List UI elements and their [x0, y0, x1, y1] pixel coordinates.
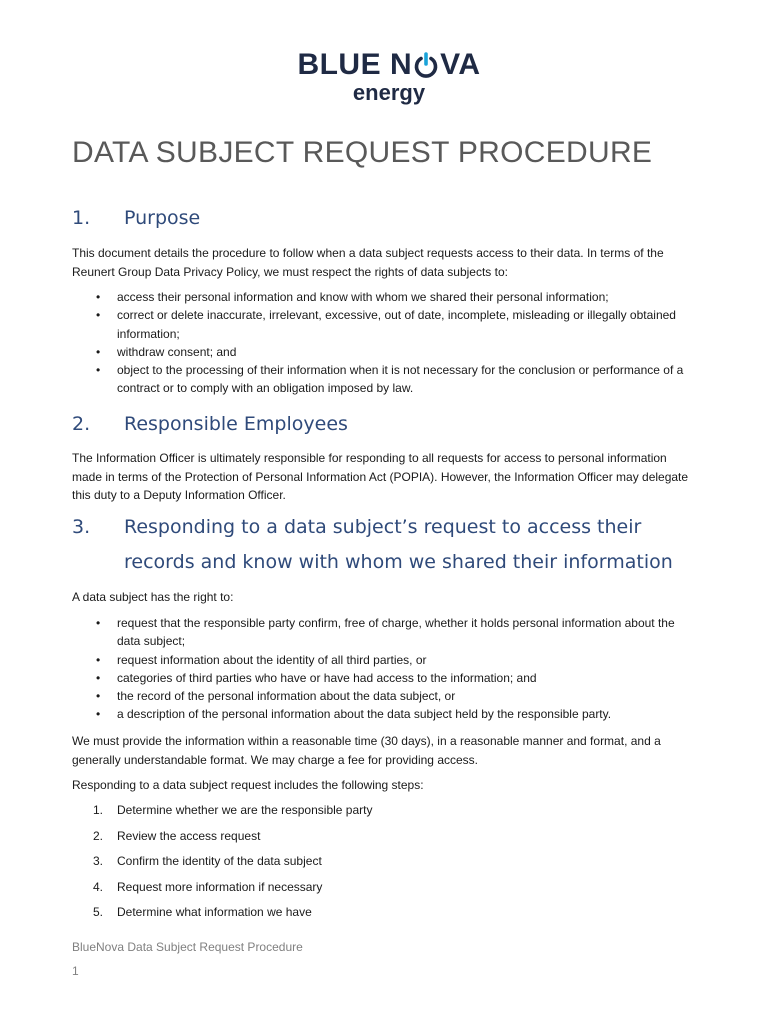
bullet-icon: • [96, 308, 101, 323]
rights-bullet-list [96, 288, 696, 398]
list-item [93, 852, 696, 878]
list-item [96, 705, 696, 723]
list-item [96, 306, 696, 343]
list-item-text: object to the processing of their information when it is not necessary for the conclusion or performance of a contract or to comply with an obligation imposed by law. [117, 363, 684, 396]
step-text: Request more information if necessary [117, 879, 323, 894]
steps-numbered-list [93, 801, 696, 929]
section-number: 3. [72, 516, 91, 538]
step-text: Determine whether we are the responsible party [117, 803, 373, 817]
list-item [93, 878, 696, 904]
list-item-text: access their personal information and know with whom we shared their personal information; [117, 290, 609, 304]
logo-text-right: VA [440, 48, 481, 81]
power-icon [413, 52, 439, 78]
steps-intro-paragraph: Responding to a data subject request includes the following steps: [72, 778, 424, 792]
bullet-icon: • [96, 616, 101, 630]
footer-title: BlueNova Data Subject Request Procedure [72, 940, 303, 954]
list-item [96, 669, 696, 687]
list-item-text: request that the responsible party confirm, free of charge, whether it holds personal information about the data subject; [117, 616, 675, 649]
bullet-icon: • [96, 344, 101, 359]
list-item-text: a description of the personal information about the data subject held by the responsible party. [117, 707, 612, 722]
list-item [93, 903, 696, 929]
bullet-icon: • [96, 290, 101, 304]
timeframe-paragraph: We must provide the information within a reasonable time (30 days), in a reasonable manner and format, and a generally understandable format. We may charge a fee for providing access. [72, 734, 661, 767]
list-item-text: categories of third parties who have or have had access to the information; and [117, 670, 537, 685]
section-title: Responsible Employees [124, 413, 348, 435]
bullet-icon: • [96, 707, 101, 722]
section-number: 1. [72, 207, 91, 229]
section-title-line2: records and know with whom we shared their information [124, 551, 673, 573]
step-text: Determine what information we have [117, 905, 312, 919]
section-title: Purpose [124, 207, 201, 229]
section-number: 2. [72, 413, 91, 435]
bullet-icon: • [96, 670, 101, 685]
step-number: 5. [93, 905, 104, 919]
step-number: 1. [93, 803, 104, 817]
list-item [96, 687, 696, 705]
section-heading-responsible-employees [72, 413, 348, 435]
list-item-text: withdraw consent; and [117, 344, 237, 359]
list-item [93, 827, 696, 853]
list-item [96, 288, 696, 306]
bullet-icon: • [96, 652, 101, 667]
step-number: 2. [93, 828, 104, 843]
list-item [93, 801, 696, 827]
list-item [96, 614, 696, 651]
page-number: 1 [72, 964, 79, 978]
logo-subtext: energy [352, 80, 426, 105]
list-item [96, 343, 696, 361]
section-title-line1: Responding to a data subject’s request to access their [124, 516, 642, 538]
responsible-employees-paragraph: The Information Officer is ultimately responsible for responding to all requests for access to personal information made in terms of the Protection of Personal Information Act (POPIA). However, the Information Officer may delegate this duty to a Deputy Information Officer. [72, 451, 689, 502]
rights-intro-paragraph: A data subject has the right to: [72, 590, 234, 604]
bluenova-logo [284, 48, 494, 116]
data-subject-rights-list [96, 614, 696, 724]
bullet-icon: • [96, 363, 101, 378]
step-number: 4. [93, 879, 104, 894]
section-heading-responding [72, 516, 641, 538]
logo-wordmark [284, 48, 494, 82]
bullet-icon: • [96, 689, 101, 704]
list-item [96, 651, 696, 669]
list-item-text: correct or delete inaccurate, irrelevant, excessive, out of date, incomplete, misleading or illegally obtained information; [117, 308, 676, 341]
document-title: DATA SUBJECT REQUEST PROCEDURE [72, 136, 653, 169]
list-item-text: request information about the identity of all third parties, or [117, 652, 427, 667]
list-item [96, 361, 696, 398]
step-text: Confirm the identity of the data subject [117, 854, 322, 868]
section-heading-purpose [72, 207, 200, 229]
list-item-text: the record of the personal information about the data subject, or [117, 689, 456, 704]
purpose-intro-paragraph: This document details the procedure to follow when a data subject requests access to their data. In terms of the Reunert Group Data Privacy Policy, we must respect the rights of data subjects to: [72, 246, 664, 279]
logo-text-left: BLUE N [297, 48, 413, 81]
step-text: Review the access request [117, 828, 261, 843]
step-number: 3. [93, 854, 104, 868]
